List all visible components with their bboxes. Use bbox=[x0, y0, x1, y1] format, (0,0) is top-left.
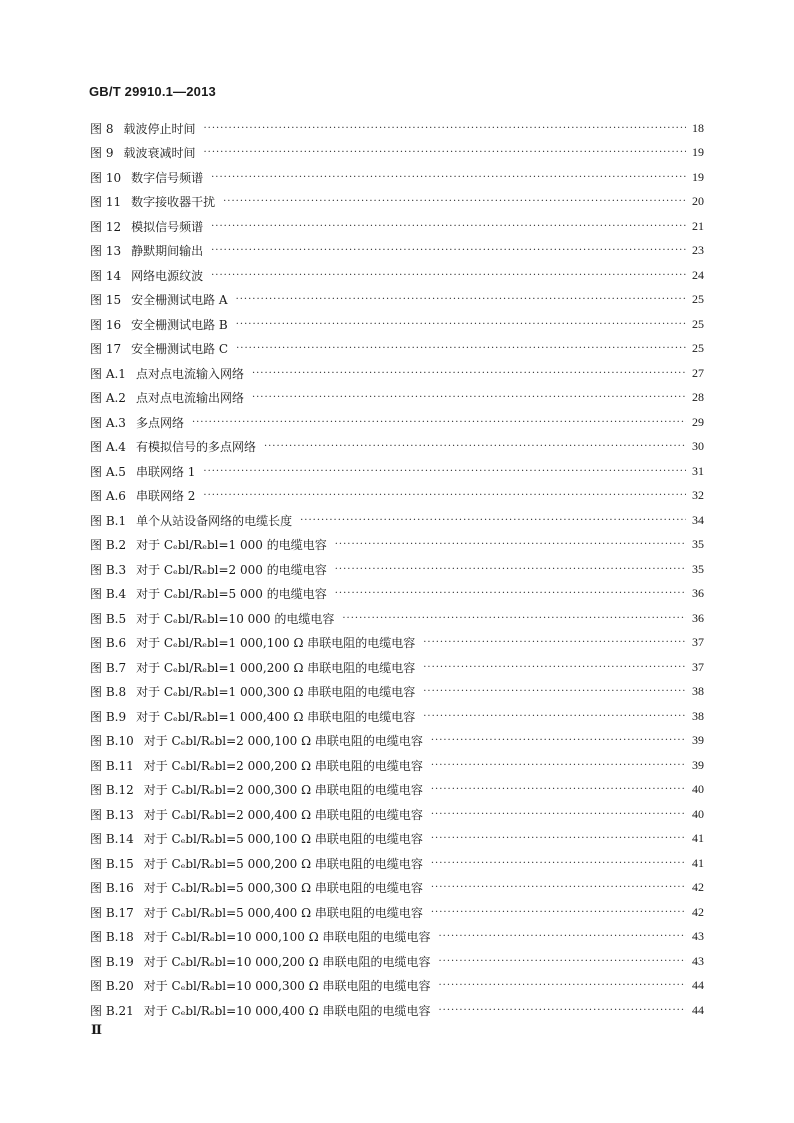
toc-title: 对于 Cₑbl/Rₑbl=1 000 的电缆电容 bbox=[136, 538, 327, 553]
toc-title: 串联网络 1 bbox=[135, 464, 196, 479]
toc-entry[interactable] bbox=[90, 729, 704, 754]
leader-dots bbox=[438, 956, 686, 967]
toc-page: 31 bbox=[692, 463, 704, 478]
toc-entry[interactable] bbox=[90, 680, 704, 705]
toc-title: 对于 Cₑbl/Rₑbl=5 000,300 Ω 串联电阻的电缆电容 bbox=[143, 881, 423, 896]
toc-title: 串联网络 2 bbox=[135, 489, 196, 504]
toc-page: 21 bbox=[692, 218, 704, 233]
toc-page: 42 bbox=[692, 880, 704, 895]
toc-label: 图 11 bbox=[90, 195, 122, 210]
toc-title: 安全栅测试电路 B bbox=[131, 317, 228, 332]
toc-entry[interactable] bbox=[90, 876, 704, 901]
toc-label: 图 B.2 bbox=[90, 538, 127, 553]
toc-label: 图 B.20 bbox=[90, 979, 134, 994]
toc-page: 35 bbox=[692, 561, 704, 576]
leader-dots bbox=[211, 245, 686, 256]
toc-label: 图 B.19 bbox=[90, 954, 134, 969]
toc-label: 图 15 bbox=[90, 293, 122, 308]
toc-page: 39 bbox=[692, 733, 704, 748]
toc-page: 42 bbox=[692, 904, 704, 919]
toc-entry[interactable] bbox=[90, 190, 704, 215]
toc-title: 对于 Cₑbl/Rₑbl=2 000 的电缆电容 bbox=[136, 562, 327, 577]
page-number: Ⅱ bbox=[91, 1022, 102, 1037]
leader-dots bbox=[211, 270, 686, 281]
leader-dots bbox=[423, 662, 686, 673]
toc-title: 数字接收器干扰 bbox=[131, 195, 216, 210]
toc-title: 对于 Cₑbl/Rₑbl=1 000,300 Ω 串联电阻的电缆电容 bbox=[136, 685, 416, 700]
toc-title: 点对点电流输入网络 bbox=[135, 366, 244, 381]
toc-title: 载波停止时间 bbox=[123, 121, 196, 136]
leader-dots bbox=[192, 417, 686, 428]
toc-page: 30 bbox=[692, 439, 704, 454]
leader-dots bbox=[223, 196, 686, 207]
toc-label: 图 16 bbox=[90, 317, 122, 332]
leader-dots bbox=[203, 490, 686, 501]
toc-page: 29 bbox=[692, 414, 704, 429]
leader-dots bbox=[431, 809, 686, 820]
leader-dots bbox=[342, 613, 686, 624]
toc-entry[interactable] bbox=[90, 655, 704, 680]
toc-entry[interactable] bbox=[90, 239, 704, 264]
leader-dots bbox=[203, 147, 686, 158]
toc-entry[interactable] bbox=[90, 337, 704, 362]
toc-label: 图 B.16 bbox=[90, 881, 134, 896]
toc-page: 20 bbox=[692, 194, 704, 209]
toc-entry[interactable] bbox=[90, 704, 704, 729]
toc-entry[interactable] bbox=[90, 851, 704, 876]
toc-page: 25 bbox=[692, 341, 704, 356]
toc-page: 43 bbox=[692, 953, 704, 968]
toc-entry[interactable] bbox=[90, 533, 704, 558]
toc-page: 43 bbox=[692, 929, 704, 944]
toc-page: 40 bbox=[692, 782, 704, 797]
toc-title: 点对点电流输出网络 bbox=[135, 391, 244, 406]
toc-label: 图 B.4 bbox=[90, 587, 127, 602]
toc-page: 44 bbox=[692, 978, 704, 993]
toc-entry[interactable] bbox=[90, 165, 704, 190]
toc-label: 图 A.6 bbox=[90, 489, 126, 504]
toc-title: 模拟信号频谱 bbox=[131, 219, 204, 234]
toc-entry[interactable] bbox=[90, 778, 704, 803]
leader-dots bbox=[252, 368, 686, 379]
toc-entry[interactable] bbox=[90, 312, 704, 337]
leader-dots bbox=[438, 980, 686, 991]
toc-entry[interactable] bbox=[90, 288, 704, 313]
leader-dots bbox=[431, 907, 686, 918]
leader-dots bbox=[423, 637, 686, 648]
toc-title: 对于 Cₑbl/Rₑbl=10 000,300 Ω 串联电阻的电缆电容 bbox=[143, 979, 431, 994]
toc-entry[interactable] bbox=[90, 606, 704, 631]
toc-page: 34 bbox=[692, 512, 704, 527]
toc-page: 32 bbox=[692, 488, 704, 503]
toc-label: 图 8 bbox=[90, 121, 114, 136]
toc-entry[interactable] bbox=[90, 410, 704, 435]
toc-entry[interactable] bbox=[90, 753, 704, 778]
toc-title: 网络电源纹波 bbox=[131, 268, 204, 283]
toc-title: 对于 Cₑbl/Rₑbl=1 000,100 Ω 串联电阻的电缆电容 bbox=[136, 636, 416, 651]
leader-dots bbox=[431, 760, 686, 771]
toc-page: 36 bbox=[692, 610, 704, 625]
toc-label: 图 B.11 bbox=[90, 758, 134, 773]
toc-label: 图 B.6 bbox=[90, 636, 127, 651]
toc-page: 41 bbox=[692, 855, 704, 870]
leader-dots bbox=[236, 343, 686, 354]
leader-dots bbox=[203, 466, 686, 477]
toc-label: 图 B.7 bbox=[90, 660, 127, 675]
toc-page: 35 bbox=[692, 537, 704, 552]
toc-title: 对于 Cₑbl/Rₑbl=1 000,400 Ω 串联电阻的电缆电容 bbox=[136, 709, 416, 724]
toc-label: 图 12 bbox=[90, 219, 122, 234]
toc-title: 有模拟信号的多点网络 bbox=[135, 440, 256, 455]
leader-dots bbox=[335, 588, 686, 599]
toc-title: 对于 Cₑbl/Rₑbl=5 000,400 Ω 串联电阻的电缆电容 bbox=[143, 905, 423, 920]
leader-dots bbox=[431, 882, 686, 893]
leader-dots bbox=[438, 1005, 686, 1016]
toc-label: 图 A.2 bbox=[90, 391, 126, 406]
toc-label: 图 B.9 bbox=[90, 709, 127, 724]
toc-label: 图 B.12 bbox=[90, 783, 134, 798]
toc-title: 对于 Cₑbl/Rₑbl=2 000,400 Ω 串联电阻的电缆电容 bbox=[143, 807, 423, 822]
toc-page: 28 bbox=[692, 390, 704, 405]
toc-title: 静默期间输出 bbox=[131, 244, 204, 259]
toc-page: 38 bbox=[692, 684, 704, 699]
toc-page: 37 bbox=[692, 635, 704, 650]
toc-label: 图 A.5 bbox=[90, 464, 126, 479]
toc-label: 图 B.5 bbox=[90, 611, 127, 626]
toc-entry[interactable] bbox=[90, 361, 704, 386]
toc-entry[interactable] bbox=[90, 925, 704, 950]
toc-page: 23 bbox=[692, 243, 704, 258]
toc-label: 图 A.4 bbox=[90, 440, 126, 455]
toc-label: 图 B.21 bbox=[90, 1003, 134, 1018]
toc-entry[interactable] bbox=[90, 435, 704, 460]
toc-title: 单个从站设备网络的电缆长度 bbox=[136, 513, 293, 528]
leader-dots bbox=[300, 515, 686, 526]
leader-dots bbox=[236, 294, 686, 305]
toc-page: 19 bbox=[692, 145, 704, 160]
toc-entry[interactable] bbox=[90, 900, 704, 925]
leader-dots bbox=[431, 833, 686, 844]
toc-entry[interactable] bbox=[90, 974, 704, 999]
toc-page: 39 bbox=[692, 757, 704, 772]
leader-dots bbox=[431, 858, 686, 869]
toc-label: 图 10 bbox=[90, 170, 122, 185]
toc-entry[interactable] bbox=[90, 631, 704, 656]
toc-page: 40 bbox=[692, 806, 704, 821]
toc-label: 图 14 bbox=[90, 268, 122, 283]
toc-title: 对于 Cₑbl/Rₑbl=5 000,100 Ω 串联电阻的电缆电容 bbox=[143, 832, 423, 847]
leader-dots bbox=[335, 539, 686, 550]
toc-label: 图 B.14 bbox=[90, 832, 134, 847]
toc-page: 27 bbox=[692, 365, 704, 380]
toc-entry[interactable] bbox=[90, 386, 704, 411]
leader-dots bbox=[203, 123, 686, 134]
toc-page: 36 bbox=[692, 586, 704, 601]
toc-page: 25 bbox=[692, 292, 704, 307]
toc-page: 19 bbox=[692, 169, 704, 184]
toc-title: 对于 Cₑbl/Rₑbl=2 000,300 Ω 串联电阻的电缆电容 bbox=[143, 783, 423, 798]
toc-label: 图 B.17 bbox=[90, 905, 134, 920]
toc-label: 图 B.1 bbox=[90, 513, 127, 528]
toc-entry[interactable] bbox=[90, 141, 704, 166]
toc-page: 41 bbox=[692, 831, 704, 846]
toc-title: 对于 Cₑbl/Rₑbl=2 000,100 Ω 串联电阻的电缆电容 bbox=[143, 734, 423, 749]
toc-label: 图 17 bbox=[90, 342, 122, 357]
toc-entry[interactable] bbox=[90, 802, 704, 827]
document-header: GB/T 29910.1—2013 bbox=[89, 84, 216, 99]
toc-entry[interactable] bbox=[90, 582, 704, 607]
toc-page: 18 bbox=[692, 120, 704, 135]
figure-list bbox=[90, 116, 704, 1023]
toc-title: 对于 Cₑbl/Rₑbl=2 000,200 Ω 串联电阻的电缆电容 bbox=[143, 758, 423, 773]
toc-entry[interactable] bbox=[90, 827, 704, 852]
leader-dots bbox=[335, 564, 686, 575]
leader-dots bbox=[252, 392, 686, 403]
toc-title: 对于 Cₑbl/Rₑbl=10 000,100 Ω 串联电阻的电缆电容 bbox=[143, 930, 431, 945]
toc-entry[interactable] bbox=[90, 263, 704, 288]
toc-entry[interactable] bbox=[90, 214, 704, 239]
toc-title: 数字信号频谱 bbox=[131, 170, 204, 185]
toc-title: 载波衰减时间 bbox=[123, 146, 196, 161]
toc-label: 图 A.1 bbox=[90, 366, 126, 381]
toc-page: 25 bbox=[692, 316, 704, 331]
leader-dots bbox=[423, 711, 686, 722]
toc-title: 对于 Cₑbl/Rₑbl=10 000 的电缆电容 bbox=[136, 611, 335, 626]
toc-label: 图 B.18 bbox=[90, 930, 134, 945]
leader-dots bbox=[264, 441, 686, 452]
toc-title: 安全栅测试电路 C bbox=[131, 342, 229, 357]
toc-entry[interactable] bbox=[90, 998, 704, 1023]
leader-dots bbox=[431, 784, 686, 795]
leader-dots bbox=[236, 319, 686, 330]
toc-entry[interactable] bbox=[90, 116, 704, 141]
leader-dots bbox=[431, 735, 686, 746]
toc-title: 对于 Cₑbl/Rₑbl=10 000,200 Ω 串联电阻的电缆电容 bbox=[143, 954, 431, 969]
toc-label: 图 B.8 bbox=[90, 685, 127, 700]
toc-label: 图 13 bbox=[90, 244, 122, 259]
toc-title: 多点网络 bbox=[135, 415, 184, 430]
toc-label: 图 B.3 bbox=[90, 562, 127, 577]
toc-page: 38 bbox=[692, 708, 704, 723]
leader-dots bbox=[423, 686, 686, 697]
toc-label: 图 B.15 bbox=[90, 856, 134, 871]
toc-label: 图 B.10 bbox=[90, 734, 134, 749]
toc-label: 图 9 bbox=[90, 146, 114, 161]
toc-title: 对于 Cₑbl/Rₑbl=5 000,200 Ω 串联电阻的电缆电容 bbox=[143, 856, 423, 871]
toc-title: 安全栅测试电路 A bbox=[131, 293, 228, 308]
leader-dots bbox=[438, 931, 686, 942]
toc-label: 图 B.13 bbox=[90, 807, 134, 822]
toc-entry[interactable] bbox=[90, 459, 704, 484]
toc-title: 对于 Cₑbl/Rₑbl=10 000,400 Ω 串联电阻的电缆电容 bbox=[143, 1003, 431, 1018]
toc-page: 44 bbox=[692, 1002, 704, 1017]
toc-title: 对于 Cₑbl/Rₑbl=1 000,200 Ω 串联电阻的电缆电容 bbox=[136, 660, 416, 675]
toc-title: 对于 Cₑbl/Rₑbl=5 000 的电缆电容 bbox=[136, 587, 327, 602]
toc-label: 图 A.3 bbox=[90, 415, 126, 430]
toc-entry[interactable] bbox=[90, 949, 704, 974]
toc-entry[interactable] bbox=[90, 508, 704, 533]
toc-page: 24 bbox=[692, 267, 704, 282]
toc-entry[interactable] bbox=[90, 557, 704, 582]
leader-dots bbox=[211, 221, 686, 232]
leader-dots bbox=[211, 172, 686, 183]
toc-entry[interactable] bbox=[90, 484, 704, 509]
toc-page: 37 bbox=[692, 659, 704, 674]
